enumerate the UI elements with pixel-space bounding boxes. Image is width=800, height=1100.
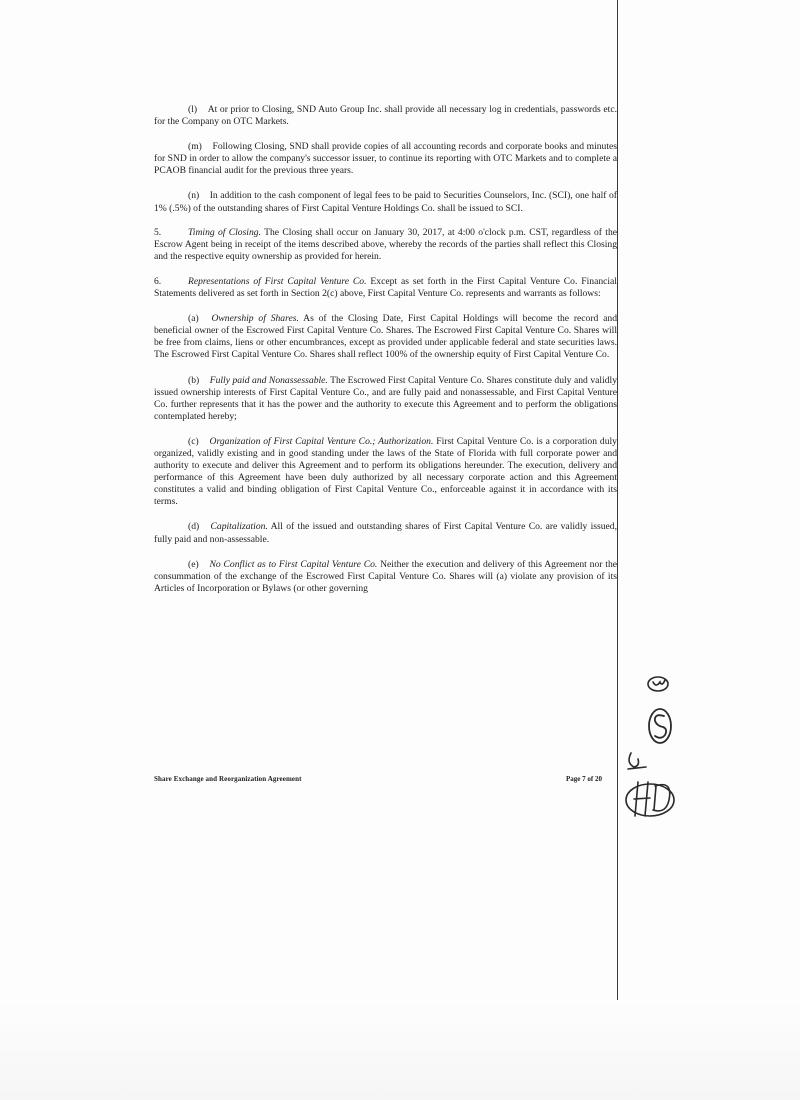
footer-page-number: Page 7 of 20 bbox=[566, 775, 602, 783]
paragraph-marker: (c) bbox=[188, 435, 199, 447]
footer-title: Share Exchange and Reorganization Agreement bbox=[154, 775, 302, 783]
paragraph-l bbox=[154, 104, 617, 128]
paragraph-heading: Fully paid and Nonassessable. bbox=[209, 374, 328, 386]
paragraph-text: All of the issued and outstanding shares of First Capital Venture Co. are validly issued, fully paid and non-assessable. bbox=[154, 521, 617, 545]
section-5 bbox=[154, 227, 617, 263]
section-6 bbox=[154, 276, 617, 300]
section-heading: Timing of Closing. bbox=[188, 226, 261, 238]
paragraph-marker: (a) bbox=[188, 313, 199, 325]
paragraph-text: As of the Closing Date, First Capital Holdings will become the record and beneficial owner of the Escrowed First Capital Venture Co. Shares. The Escrowed First Capital Venture Co. Shares will be free from claims, liens or other encumbrances, except as provided under applicable federal and state securities laws. The Escrowed First Capital Venture Co. Shares shall reflect 100% of the ownership equity of First Capital Venture Co. bbox=[154, 313, 617, 361]
paragraph-m bbox=[154, 141, 617, 177]
paragraph-heading: Capitalization. bbox=[210, 521, 268, 533]
paragraph-n bbox=[154, 190, 617, 214]
paragraph-text: The Escrowed First Capital Venture Co. Shares constitute duly and validly issued ownership interests of First Capital Venture Co., and are fully paid and nonassessable, and First Capital Venture Co. further represents that it has the power and the authority to execute this Agreement and to perform the obligations contemplated hereby; bbox=[154, 374, 617, 422]
paragraph-text: In addition to the cash component of legal fees to be paid to Securities Counselors, Inc. (SCI), one half of 1% (.5%) of the outstanding shares of First Capital Venture Holdings Co. shall be issued to SCI. bbox=[154, 190, 617, 214]
paragraph-text: Following Closing, SND shall provide copies of all accounting records and corporate books and minutes for SND in order to allow the company's successor issuer, to continue its reporting with OTC Markets and to complete a PCAOB financial audit for the previous three years. bbox=[154, 141, 617, 177]
paragraph-c bbox=[154, 436, 617, 509]
paragraph-marker: (e) bbox=[188, 558, 199, 570]
section-number: 6. bbox=[154, 275, 162, 287]
page-edge-line bbox=[617, 0, 618, 1060]
handwritten-initials bbox=[620, 670, 710, 830]
paragraph-marker: (n) bbox=[188, 190, 200, 202]
paragraph-b bbox=[154, 375, 617, 423]
section-text: The Closing shall occur on January 30, 2017, at 4:00 o'clock p.m. CST, regardless of the Escrow Agent being in receipt of the items described above, whereby the records of the parties shall reflect this Closing and the respective equity ownership as provided for herein. bbox=[154, 226, 617, 262]
paragraph-text: First Capital Venture Co. is a corporation duly organized, validly existing and in good standing under the laws of the State of Florida with full corporate power and authority to execute and deliver this Agreement and to perform its obligations hereunder. The execution, delivery and performance of this Agreement have been duly authorized by all necessary corporate action and this Agreement constitutes a valid and binding obligation of First Capital Venture Co., enforceable against it in accordance with its terms. bbox=[154, 435, 617, 508]
paragraph-marker: (l) bbox=[188, 104, 198, 115]
paragraph-heading: Ownership of Shares. bbox=[211, 313, 299, 325]
paragraph-text: At or prior to Closing, SND Auto Group Inc. shall provide all necessary log in credentials, passwords etc. for the Company on OTC Markets. bbox=[154, 104, 617, 128]
initials-hd bbox=[626, 753, 674, 816]
section-number: 5. bbox=[154, 226, 162, 238]
paragraph-heading: Organization of First Capital Venture Co.; Authorization. bbox=[209, 435, 434, 447]
paragraph-e bbox=[154, 559, 617, 595]
paragraph-heading: No Conflict as to First Capital Venture Co. bbox=[209, 558, 378, 570]
section-text: Except as set forth in the First Capital Venture Co. Financial Statements delivered as set forth in Section 2(c) above, First Capital Venture Co. represents and warrants as follows: bbox=[154, 275, 617, 300]
paragraph-text: Neither the execution and delivery of this Agreement nor the consummation of the exchange of the Escrowed First Capital Venture Co. Shares will (a) violate any provision of its Articles of Incorporation or Bylaws (or other governing bbox=[154, 558, 617, 594]
paragraph-marker: (m) bbox=[188, 141, 202, 153]
paragraph-marker: (b) bbox=[188, 374, 200, 386]
scan-bottom-shade bbox=[0, 1000, 800, 1100]
paragraph-d bbox=[154, 521, 617, 545]
paragraph-a bbox=[154, 313, 617, 361]
initials-jw bbox=[648, 677, 668, 691]
paragraph-marker: (d) bbox=[188, 521, 200, 533]
section-heading: Representations of First Capital Venture Co. bbox=[188, 275, 367, 287]
initials-ss bbox=[649, 709, 671, 743]
document-body bbox=[154, 104, 617, 608]
